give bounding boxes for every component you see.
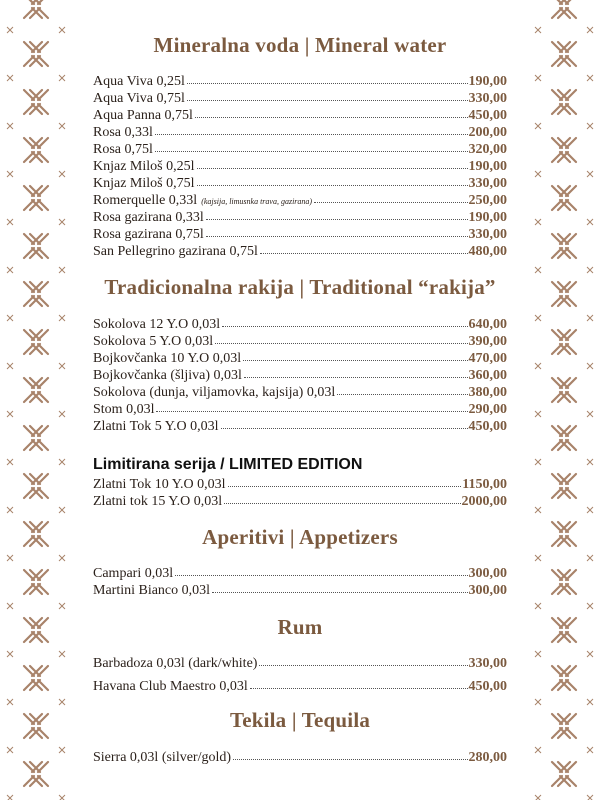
section-title-aperitivi: Aperitivi | Appetizers — [202, 525, 398, 549]
dot-leader — [228, 486, 462, 487]
x-motif-icon — [24, 426, 48, 450]
x-motif-icon — [24, 282, 48, 306]
x-motif-icon — [552, 618, 576, 642]
small-cross-icon — [7, 27, 13, 33]
x-motif-icon — [552, 522, 576, 546]
menu-item-name: Rosa gazirana 0,33l — [93, 210, 204, 225]
small-cross-icon — [59, 507, 65, 513]
menu-item-name: Knjaz Miloš 0,75l — [93, 176, 195, 191]
menu-item-name: Romerquelle 0,33l — [93, 193, 198, 208]
menu-item — [93, 678, 507, 695]
x-motif-icon — [552, 570, 576, 594]
menu-item-price: 450,00 — [468, 419, 507, 434]
menu-item — [93, 141, 507, 158]
menu-item — [93, 367, 507, 384]
small-cross-icon — [587, 219, 593, 225]
small-cross-icon — [59, 27, 65, 33]
x-motif-icon — [552, 234, 576, 258]
menu-item — [93, 316, 507, 333]
border-pattern — [528, 0, 600, 800]
menu-item — [93, 749, 507, 766]
small-cross-icon — [535, 123, 541, 129]
x-motif-icon — [24, 570, 48, 594]
x-motif-icon — [24, 42, 48, 66]
menu-item-price: 300,00 — [468, 566, 507, 581]
menu-item-name: Aqua Viva 0,25l — [93, 74, 185, 89]
menu-item — [93, 226, 507, 243]
small-cross-icon — [587, 411, 593, 417]
small-cross-icon — [59, 795, 65, 800]
menu-item-price: 200,00 — [468, 125, 507, 140]
small-cross-icon — [7, 795, 13, 800]
small-cross-icon — [587, 507, 593, 513]
menu-item-price: 330,00 — [468, 227, 507, 242]
menu-item-price: 480,00 — [468, 244, 507, 259]
menu-item-name: Stom 0,03l — [93, 402, 155, 417]
menu-item-name: Sierra 0,03l (silver/gold) — [93, 750, 232, 765]
x-motif-icon — [24, 666, 48, 690]
menu-item — [93, 90, 507, 107]
menu-item-price: 450,00 — [468, 679, 507, 694]
x-motif-icon — [552, 42, 576, 66]
rum-list — [93, 655, 507, 695]
menu-item-price: 190,00 — [468, 159, 507, 174]
small-cross-icon — [587, 795, 593, 800]
small-cross-icon — [7, 75, 13, 81]
x-motif-icon — [24, 522, 48, 546]
menu-item — [93, 401, 507, 418]
dot-leader — [195, 117, 468, 118]
dot-leader — [250, 688, 468, 689]
small-cross-icon — [59, 555, 65, 561]
mineral-water-list — [93, 73, 507, 260]
dot-leader — [314, 202, 467, 203]
x-motif-icon — [552, 762, 576, 786]
x-motif-icon — [552, 378, 576, 402]
small-cross-icon — [535, 219, 541, 225]
x-motif-icon — [552, 90, 576, 114]
dot-leader — [215, 343, 467, 344]
small-cross-icon — [59, 315, 65, 321]
tequila-list — [93, 749, 507, 766]
dot-leader — [224, 503, 460, 504]
menu-item-name: Rosa 0,33l — [93, 125, 153, 140]
small-cross-icon — [7, 219, 13, 225]
menu-item-price: 380,00 — [468, 385, 507, 400]
menu-item-price: 2000,00 — [461, 494, 507, 509]
small-cross-icon — [7, 411, 13, 417]
menu-item-price: 360,00 — [468, 368, 507, 383]
menu-item-price: 190,00 — [468, 210, 507, 225]
dot-leader — [260, 253, 468, 254]
dot-leader — [155, 151, 468, 152]
small-cross-icon — [7, 315, 13, 321]
menu-item-price: 290,00 — [468, 402, 507, 417]
section-title-mineral-water: Mineralna voda | Mineral water — [153, 33, 447, 57]
dot-leader — [206, 219, 468, 220]
x-motif-icon — [24, 762, 48, 786]
dot-leader — [212, 592, 467, 593]
small-cross-icon — [535, 315, 541, 321]
small-cross-icon — [587, 699, 593, 705]
small-cross-icon — [587, 171, 593, 177]
x-motif-icon — [552, 138, 576, 162]
small-cross-icon — [7, 123, 13, 129]
small-cross-icon — [7, 459, 13, 465]
menu-item — [93, 418, 507, 435]
x-motif-icon — [24, 90, 48, 114]
menu-item — [93, 333, 507, 350]
small-cross-icon — [59, 603, 65, 609]
section-title-limited-edition: Limitirana serija / LIMITED EDITION — [93, 456, 363, 473]
dot-leader — [156, 411, 467, 412]
x-motif-icon — [24, 714, 48, 738]
menu-item-name: Rosa 0,75l — [93, 142, 153, 157]
small-cross-icon — [587, 459, 593, 465]
x-motif-icon — [24, 474, 48, 498]
limited-edition-list — [93, 476, 507, 510]
dot-leader — [221, 428, 468, 429]
small-cross-icon — [535, 75, 541, 81]
menu-item — [93, 192, 507, 209]
small-cross-icon — [587, 603, 593, 609]
small-cross-icon — [535, 411, 541, 417]
small-cross-icon — [7, 507, 13, 513]
menu-item-price: 330,00 — [468, 656, 507, 671]
x-motif-icon — [552, 186, 576, 210]
dot-leader — [155, 134, 468, 135]
small-cross-icon — [59, 171, 65, 177]
small-cross-icon — [535, 267, 541, 273]
x-motif-icon — [24, 186, 48, 210]
menu-item-name: Sokolova 12 Y.O 0,03l — [93, 317, 221, 332]
small-cross-icon — [7, 651, 13, 657]
small-cross-icon — [535, 27, 541, 33]
menu-item-price: 450,00 — [468, 108, 507, 123]
menu-item — [93, 565, 507, 582]
small-cross-icon — [535, 171, 541, 177]
dot-leader — [187, 100, 468, 101]
menu-item — [93, 655, 507, 672]
small-cross-icon — [59, 267, 65, 273]
menu-item-name: Barbadoza 0,03l (dark/white) — [93, 656, 258, 671]
dot-leader — [243, 360, 467, 361]
small-cross-icon — [587, 267, 593, 273]
small-cross-icon — [59, 747, 65, 753]
small-cross-icon — [59, 699, 65, 705]
x-motif-icon — [552, 0, 576, 18]
dot-leader — [197, 168, 468, 169]
menu-item-name: Zlatni Tok 5 Y.O 0,03l — [93, 419, 219, 434]
small-cross-icon — [535, 699, 541, 705]
menu-item — [93, 158, 507, 175]
menu-item-name: Zlatni Tok 10 Y.O 0,03l — [93, 477, 226, 492]
menu-item — [93, 582, 507, 599]
small-cross-icon — [535, 747, 541, 753]
dot-leader — [206, 236, 468, 237]
menu-item-name: Rosa gazirana 0,75l — [93, 227, 204, 242]
menu-item — [93, 107, 507, 124]
menu-item — [93, 243, 507, 260]
small-cross-icon — [587, 651, 593, 657]
x-motif-icon — [552, 474, 576, 498]
menu-item-price: 190,00 — [468, 74, 507, 89]
menu-item-price: 330,00 — [468, 176, 507, 191]
small-cross-icon — [535, 459, 541, 465]
x-motif-icon — [24, 138, 48, 162]
small-cross-icon — [59, 411, 65, 417]
menu-item-price: 320,00 — [468, 142, 507, 157]
menu-item-price: 640,00 — [468, 317, 507, 332]
menu-item-price: 390,00 — [468, 334, 507, 349]
menu-item-price: 470,00 — [468, 351, 507, 366]
small-cross-icon — [7, 603, 13, 609]
small-cross-icon — [535, 507, 541, 513]
dot-leader — [233, 759, 467, 760]
small-cross-icon — [587, 315, 593, 321]
menu-item — [93, 209, 507, 226]
small-cross-icon — [535, 651, 541, 657]
small-cross-icon — [7, 555, 13, 561]
small-cross-icon — [587, 363, 593, 369]
menu-item — [93, 350, 507, 367]
x-motif-icon — [552, 714, 576, 738]
menu-item-note: (kajsija, limusnka trava, gazirana) — [201, 197, 313, 206]
menu-item-price: 300,00 — [468, 583, 507, 598]
small-cross-icon — [587, 747, 593, 753]
dot-leader — [222, 326, 467, 327]
menu-item-name: Sokolova (dunja, viljamovka, kajsija) 0,03l — [93, 385, 336, 400]
menu-item-name: Knjaz Miloš 0,25l — [93, 159, 195, 174]
small-cross-icon — [587, 75, 593, 81]
menu-item-name: Bojkovčanka 10 Y.O 0,03l — [93, 351, 242, 366]
right-decorative-border — [528, 0, 600, 800]
menu-item-price: 250,00 — [468, 193, 507, 208]
menu-item — [93, 384, 507, 401]
small-cross-icon — [59, 123, 65, 129]
menu-item-name: Bojkovčanka (šljiva) 0,03l — [93, 368, 242, 383]
x-motif-icon — [24, 0, 48, 18]
x-motif-icon — [552, 330, 576, 354]
small-cross-icon — [587, 555, 593, 561]
x-motif-icon — [552, 426, 576, 450]
menu-item-name: Aqua Panna 0,75l — [93, 108, 193, 123]
menu-item — [93, 73, 507, 90]
menu-item — [93, 124, 507, 141]
menu-item-price: 280,00 — [468, 750, 507, 765]
small-cross-icon — [59, 459, 65, 465]
x-motif-icon — [552, 666, 576, 690]
small-cross-icon — [535, 363, 541, 369]
small-cross-icon — [59, 651, 65, 657]
dot-leader — [175, 575, 467, 576]
small-cross-icon — [7, 363, 13, 369]
small-cross-icon — [587, 27, 593, 33]
dot-leader — [187, 83, 468, 84]
section-title-tequila: Tekila | Tequila — [229, 708, 371, 732]
menu-item-price: 1150,00 — [462, 477, 507, 492]
menu-item — [93, 476, 507, 493]
x-motif-icon — [24, 378, 48, 402]
small-cross-icon — [7, 267, 13, 273]
border-pattern — [0, 0, 72, 800]
x-motif-icon — [552, 282, 576, 306]
section-title-rum: Rum — [277, 615, 323, 639]
menu-item-name: Zlatni tok 15 Y.O 0,03l — [93, 494, 223, 509]
small-cross-icon — [535, 603, 541, 609]
small-cross-icon — [7, 171, 13, 177]
aperitivi-list — [93, 565, 507, 599]
menu-item-name: Aqua Viva 0,75l — [93, 91, 185, 106]
dot-leader — [259, 665, 467, 666]
small-cross-icon — [7, 747, 13, 753]
dot-leader — [197, 185, 468, 186]
menu-item-price: 330,00 — [468, 91, 507, 106]
small-cross-icon — [59, 219, 65, 225]
menu-item-name: Sokolova 5 Y.O 0,03l — [93, 334, 214, 349]
small-cross-icon — [59, 363, 65, 369]
small-cross-icon — [59, 75, 65, 81]
x-motif-icon — [24, 618, 48, 642]
x-motif-icon — [24, 234, 48, 258]
rakija-list — [93, 316, 507, 435]
menu-item — [93, 175, 507, 192]
small-cross-icon — [587, 123, 593, 129]
section-title-traditional-rakija: Tradicionalna rakija | Traditional “rakija” — [104, 275, 496, 299]
menu-item-name: San Pellegrino gazirana 0,75l — [93, 244, 258, 259]
menu-item-name: Campari 0,03l — [93, 566, 174, 581]
x-motif-icon — [24, 330, 48, 354]
left-decorative-border — [0, 0, 72, 800]
small-cross-icon — [535, 795, 541, 800]
dot-leader — [337, 394, 467, 395]
menu-item — [93, 493, 507, 510]
small-cross-icon — [535, 555, 541, 561]
dot-leader — [244, 377, 468, 378]
small-cross-icon — [7, 699, 13, 705]
menu-item-name: Havana Club Maestro 0,03l — [93, 679, 248, 694]
menu-item-name: Martini Bianco 0,03l — [93, 583, 211, 598]
